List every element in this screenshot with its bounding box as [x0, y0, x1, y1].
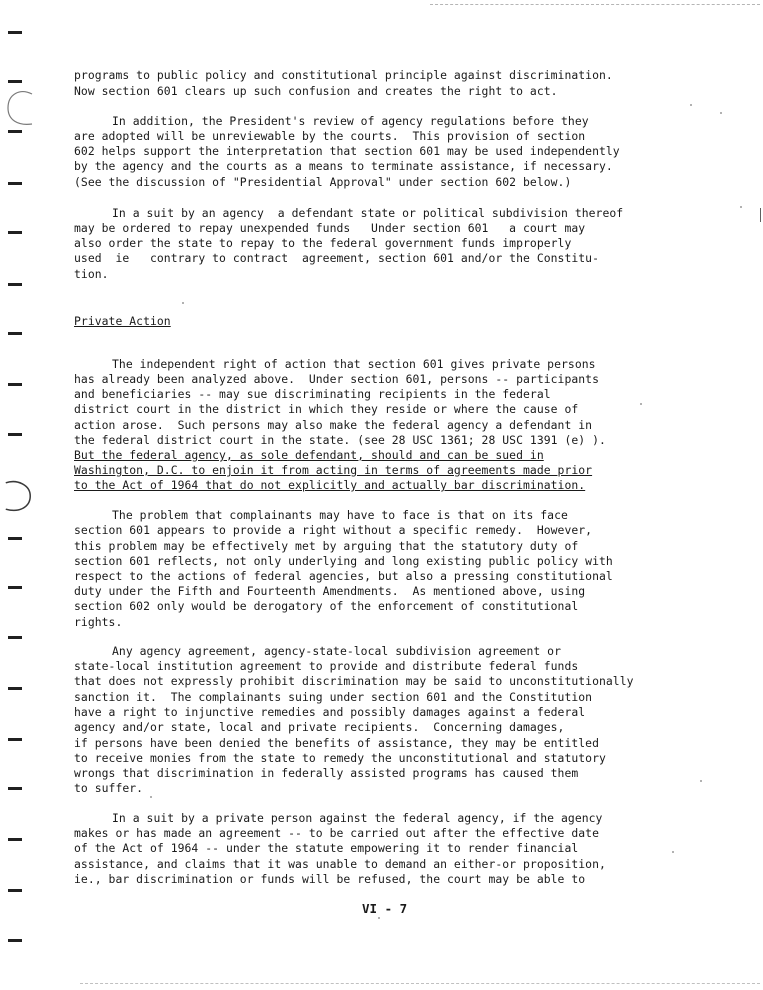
text-line: agency and/or state, local and private recipients. Concerning damages, — [74, 720, 565, 734]
margin-tick-mark — [8, 586, 22, 589]
text-line: has already been analyzed above. Under section 601, persons -- participants — [74, 372, 599, 386]
text-line: state-local institution agreement to provide and distribute federal funds — [74, 659, 579, 673]
text-line: respect to the actions of federal agencies, but also a pressing constitutional — [74, 569, 613, 583]
text-line: In a suit by a private person against the federal agency, if the agency — [112, 811, 603, 825]
text-line: section 601 reflects, not only underlying and long existing public policy with — [74, 554, 613, 568]
margin-tick-mark — [8, 182, 22, 185]
top-edge-scan-artifact — [430, 4, 760, 5]
text-line: may be ordered to repay unexpended funds Under section 601 a court may — [74, 221, 586, 235]
margin-tick-mark — [8, 537, 22, 540]
text-line: In a suit by an agency a defendant state or political subdivision thereof — [112, 206, 624, 220]
margin-tick-mark — [8, 383, 22, 386]
text-line: this problem may be effectively met by arguing that the statutory duty of — [74, 539, 579, 553]
text-line: rights. — [74, 615, 123, 629]
underlined-text-line: But the federal agency, as sole defendant, should and can be sued in — [74, 448, 544, 462]
text-line: section 601 appears to provide a right without a specific remedy. However, — [74, 523, 593, 537]
page-number: VI - 7 — [362, 901, 408, 916]
margin-tick-mark — [8, 433, 22, 436]
scan-speck — [182, 302, 184, 304]
text-line: used ie contrary to contract agreement, section 601 and/or the Constitu- — [74, 251, 599, 265]
margin-tick-mark — [8, 31, 22, 34]
text-line: and beneficiaries -- may sue discriminating recipients in the federal — [74, 387, 551, 401]
binder-ring-mark — [2, 474, 34, 518]
scan-speck — [720, 112, 722, 114]
margin-tick-mark — [8, 787, 22, 790]
margin-tick-mark — [8, 939, 22, 942]
text-line: sanction it. The complainants suing under section 601 and the Constitution — [74, 690, 593, 704]
underlined-text-line: Washington, D.C. to enjoin it from acting in terms of agreements made prior — [74, 463, 593, 477]
margin-tick-mark — [8, 130, 22, 133]
text-line: also order the state to repay to the federal government funds improperly — [74, 236, 572, 250]
text-line: by the agency and the courts as a means to terminate assistance, if necessary. — [74, 159, 613, 173]
scan-speck — [700, 780, 702, 782]
text-line: makes or has made an agreement -- to be carried out after the effective date — [74, 826, 599, 840]
text-line: to suffer. — [74, 781, 144, 795]
text-line: programs to public policy and constitutional principle against discrimination. — [74, 68, 613, 82]
scan-speck — [690, 104, 692, 106]
underlined-text-line: to the Act of 1964 that do not explicitly and actually bar discrimination. — [74, 478, 586, 492]
text-line: Any agency agreement, agency-state-local subdivision agreement or — [112, 644, 562, 658]
text-line: Now section 601 clears up such confusion and creates the right to act. — [74, 84, 558, 98]
text-line: ie., bar discrimination or funds will be refused, the court may be able to — [74, 872, 586, 886]
margin-tick-mark — [8, 283, 22, 286]
margin-tick-mark — [8, 231, 22, 234]
text-line: (See the discussion of "Presidential Approval" under section 602 below.) — [74, 175, 572, 189]
margin-tick-mark — [8, 80, 22, 83]
text-line: The problem that complainants may have to face is that on its face — [112, 508, 568, 522]
margin-tick-mark — [8, 636, 22, 639]
text-line: duty under the Fifth and Fourteenth Amendments. As mentioned above, using — [74, 584, 586, 598]
right-edge-scan-mark — [760, 208, 761, 222]
text-line: are adopted will be unreviewable by the courts. This provision of section — [74, 129, 586, 143]
text-line: of the Act of 1964 -- under the statute empowering it to render financial — [74, 841, 579, 855]
scan-speck — [378, 917, 380, 919]
margin-tick-mark — [8, 332, 22, 335]
bottom-edge-scan-artifact — [80, 983, 760, 984]
text-line: In addition, the President's review of agency regulations before they — [112, 114, 589, 128]
margin-tick-mark — [8, 838, 22, 841]
text-line: the federal district court in the state. (see 28 USC 1361; 28 USC 1391 (e) ). — [74, 433, 606, 447]
text-line: district court in the district in which they reside or where the cause of — [74, 402, 579, 416]
text-line: to receive monies from the state to remedy the unconstitutional and statutory — [74, 751, 606, 765]
scan-speck — [740, 206, 742, 208]
text-line: that does not expressly prohibit discrimination may be said to unconstitutionally — [74, 674, 634, 688]
text-line: 602 helps support the interpretation that section 601 may be used independently — [74, 144, 620, 158]
text-line: tion. — [74, 267, 109, 281]
text-line: wrongs that discrimination in federally assisted programs has caused them — [74, 766, 579, 780]
text-line: have a right to injunctive remedies and possibly damages against a federal — [74, 705, 586, 719]
scan-speck — [640, 403, 642, 405]
scan-speck — [672, 851, 674, 853]
text-line: The independent right of action that section 601 gives private persons — [112, 357, 596, 371]
text-line: assistance, and claims that it was unable to demand an either-or proposition, — [74, 857, 606, 871]
scan-speck — [150, 796, 152, 798]
section-heading: Private Action — [74, 314, 171, 328]
margin-tick-mark — [8, 889, 22, 892]
margin-tick-mark — [8, 687, 22, 690]
text-line: section 602 only would be derogatory of the enforcement of constitutional — [74, 599, 579, 613]
margin-tick-mark — [8, 738, 22, 741]
text-line: action arose. Such persons may also make the federal agency a defendant in — [74, 418, 593, 432]
binder-ring-mark — [2, 86, 34, 130]
text-line: if persons have been denied the benefits of assistance, they may be entitled — [74, 736, 599, 750]
